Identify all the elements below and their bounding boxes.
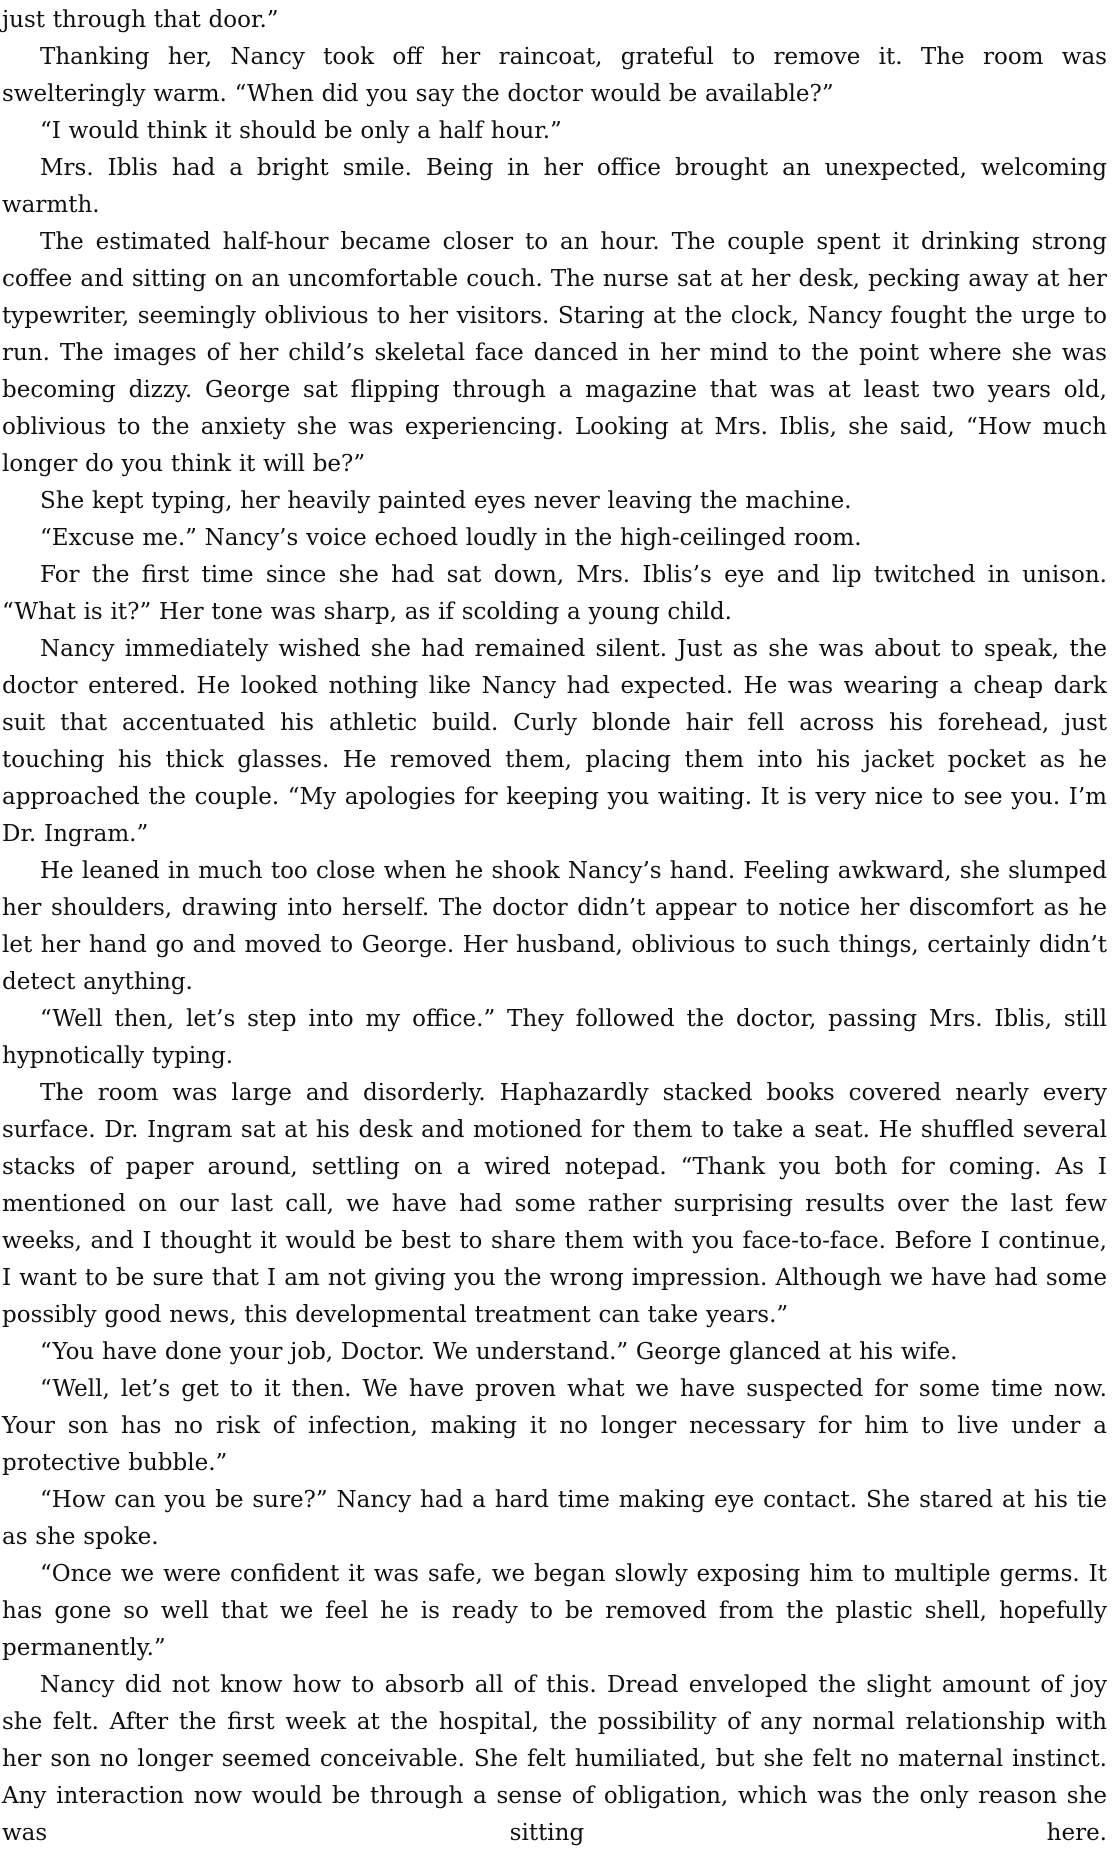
paragraph: “I would think it should be only a half hour.” [40,118,562,144]
paragraph: Thanking her, Nancy took off her raincoat, grateful to remove it. The room was swelteringly warm. “When did you say the doctor would be available?” [2,44,1107,107]
paragraph: Nancy did not know how to absorb all of this. Dread enveloped the slight amount of joy she felt. After the first week at the hospital, the possibility of any normal relationship with her son no longer seemed conceivable. She felt humiliated, but she felt no maternal instinct. Any interaction now would be through a sense of obligation, which was the only reason she was sitting here. [2,1672,1107,1846]
paragraph: “Once we were confident it was safe, we began slowly exposing him to multiple germs. It has gone so well that we feel he is ready to be removed from the plastic shell, hopefully permanently.” [2,1561,1107,1661]
paragraph: For the first time since she had sat down, Mrs. Iblis’s eye and lip twitched in unison. “What is it?” Her tone was sharp, as if scolding a young child. [2,562,1107,625]
paragraph: “Well then, let’s step into my office.” They followed the doctor, passing Mrs. Iblis, still hypnotically typing. [2,1006,1107,1069]
paragraph: Mrs. Iblis had a bright smile. Being in her office brought an unexpected, welcoming warmth. [2,155,1107,218]
paragraph: “Well, let’s get to it then. We have proven what we have suspected for some time now. Your son has no risk of infection, making it no longer necessary for him to live under a protective bubble.” [2,1376,1107,1476]
paragraph: “Excuse me.” Nancy’s voice echoed loudly in the high-ceilinged room. [40,525,862,551]
paragraph: just through that door.” [2,7,279,33]
paragraph: Nancy immediately wished she had remained silent. Just as she was about to speak, the doctor entered. He looked nothing like Nancy had expected. He was wearing a cheap dark suit that accentuated his athletic build. Curly blonde hair fell across his forehead, just touching his thick glasses. He removed them, placing them into his jacket pocket as he approached the couple. “My apologies for keeping you waiting. It is very nice to see you. I’m Dr. Ingram.” [2,636,1107,847]
paragraph: “You have done your job, Doctor. We understand.” George glanced at his wife. [40,1339,958,1365]
paragraph: She kept typing, her heavily painted eyes never leaving the machine. [40,488,852,514]
paragraph: The room was large and disorderly. Haphazardly stacked books covered nearly every surface. Dr. Ingram sat at his desk and motioned for them to take a seat. He shuffled several stacks of paper around, settling on a wired notepad. “Thank you both for coming. As I mentioned on our last call, we have had some rather surprising results over the last few weeks, and I thought it would be best to share them with you face-to-face. Before I continue, I want to be sure that I am not giving you the wrong impression. Although we have had some possibly good news, this developmental treatment can take years.” [2,1080,1107,1328]
paragraph: The estimated half-hour became closer to an hour. The couple spent it drinking strong coffee and sitting on an uncomfortable couch. The nurse sat at her desk, pecking away at her typewriter, seemingly oblivious to her visitors. Staring at the clock, Nancy fought the urge to run. The images of her child’s skeletal face danced in her mind to the point where she was becoming dizzy. George sat flipping through a magazine that was at least two years old, oblivious to the anxiety she was experiencing. Looking at Mrs. Iblis, she said, “How much longer do you think it will be?” [2,229,1107,477]
paragraph: “How can you be sure?” Nancy had a hard time making eye contact. She stared at his tie as she spoke. [2,1487,1107,1550]
paragraph: He leaned in much too close when he shook Nancy’s hand. Feeling awkward, she slumped her shoulders, drawing into herself. The doctor didn’t appear to notice her discomfort as he let her hand go and moved to George. Her husband, oblivious to such things, certainly didn’t detect anything. [2,858,1107,995]
